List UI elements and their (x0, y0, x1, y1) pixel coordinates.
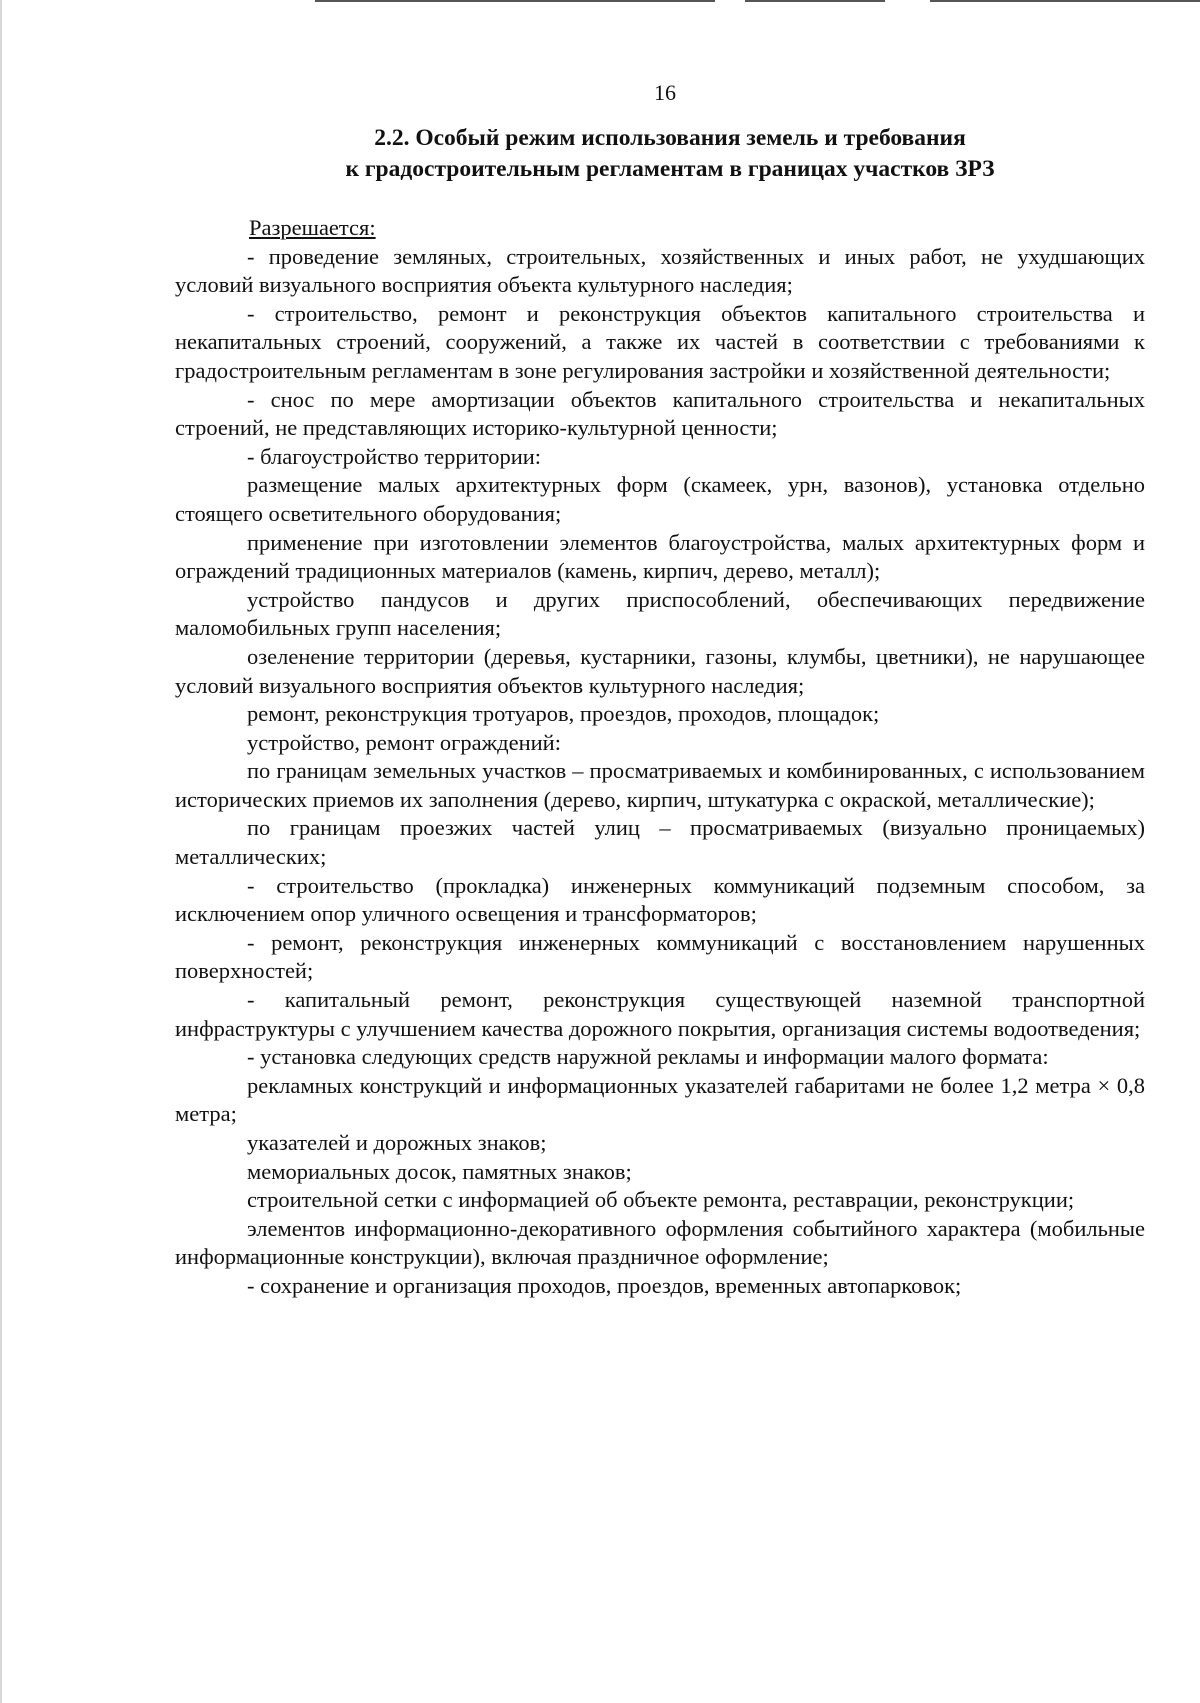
paragraph: размещение малых архитектурных форм (скамеек, урн, вазонов), установка отдельно стоящего осветительного оборудования; (175, 472, 1145, 526)
paragraph: - ремонт, реконструкция инженерных коммуникаций с восстановлением нарушенных поверхностей; (175, 929, 1145, 984)
scan-artifact-line (930, 0, 1200, 2)
document-body (175, 214, 1145, 1301)
scan-edge (0, 0, 2, 1703)
paragraph: озеленение территории (деревья, кустарники, газоны, клумбы, цветники), не нарушающее условий визуального восприятия объектов культурного наследия; (175, 643, 1145, 698)
paragraph: рекламных конструкций и информационных указателей габаритами не более 1,2 метра × 0,8 метра; (175, 1072, 1145, 1127)
paragraph: - капитальный ремонт, реконструкция существующей наземной транспортной инфраструктуры с улучшением качества дорожного покрытия, организация системы водоотведения; (175, 987, 1145, 1041)
paragraph: - строительство, ремонт и реконструкция объектов капитального строительства и некапитальных строений, сооружений, а также их частей в соответствии с требованиями к градостроительным регламентам в зоне регулирования застройки и хозяйственной деятельности; (175, 300, 1145, 383)
page-number: 16 (654, 80, 676, 105)
paragraph: - сохранение и организация проходов, проездов, временных автопарковок; (247, 1272, 962, 1298)
scan-artifact-line (745, 0, 885, 2)
paragraph: элементов информационно-декоративного оформления событийного характера (мобильные информационные конструкции), включая праздничное оформление; (175, 1215, 1145, 1270)
paragraph: по границам проезжих частей улиц – просматриваемых (визуально проницаемых) металлических; (175, 815, 1145, 870)
intro-label: Разрешается: (249, 215, 376, 240)
paragraph: - благоустройство территории: (247, 443, 542, 469)
paragraph: - снос по мере амортизации объектов капитального строительства и некапитальных строений, не представляющих историко-культурной ценности; (175, 386, 1145, 441)
paragraph: - проведение земляных, строительных, хозяйственных и иных работ, не ухудшающих условий визуального восприятия объекта культурного наследия; (175, 243, 1145, 298)
paragraph: мемориальных досок, памятных знаков; (247, 1158, 632, 1184)
paragraph: применение при изготовлении элементов благоустройства, малых архитектурных форм и ограждений традиционных материалов (камень, кирпич, дерево, металл); (175, 529, 1145, 584)
heading-line-2: к градостроительным регламентам в границах участков ЗРЗ (345, 156, 995, 182)
scan-artifact-line (315, 0, 715, 2)
paragraph: устройство, ремонт ограждений: (247, 729, 561, 755)
paragraph: устройство пандусов и других приспособлений, обеспечивающих передвижение маломобильных групп населения; (175, 586, 1145, 641)
paragraph: ремонт, реконструкция тротуаров, проездов, проходов, площадок; (247, 701, 880, 727)
section-heading (175, 123, 1165, 185)
paragraph: - строительство (прокладка) инженерных коммуникаций подземным способом, за исключением опор уличного освещения и трансформаторов; (175, 872, 1145, 927)
heading-line-1: 2.2. Особый режим использования земель и требования (374, 125, 966, 151)
paragraph: строительной сетки с информацией об объекте ремонта, реставрации, реконструкции; (247, 1187, 1075, 1213)
paragraph: указателей и дорожных знаков; (247, 1130, 547, 1155)
paragraph: - установка следующих средств наружной рекламы и информации малого формата: (247, 1044, 1049, 1070)
paragraph: по границам земельных участков – просматриваемых и комбинированных, с использованием исторических приемов их заполнения (дерево, кирпич, штукатурка с окраской, металлические); (175, 758, 1145, 812)
